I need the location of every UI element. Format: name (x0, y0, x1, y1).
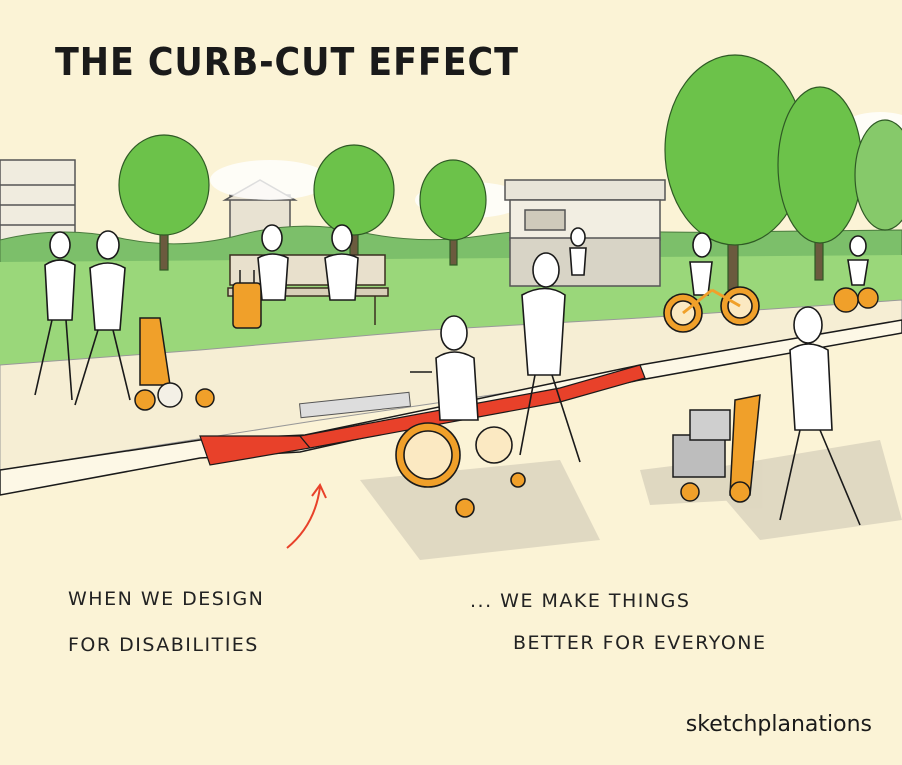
arrow-icon (287, 485, 326, 548)
caption-right-line2: BETTER FOR EVERYONE (513, 632, 767, 654)
brand-signature: sketchplanations (685, 712, 872, 737)
caption-left-line2: FOR DISABILITIES (68, 634, 259, 656)
page-title: THE CURB-CUT EFFECT (55, 40, 519, 84)
caption-right-line1: ... WE MAKE THINGS (470, 590, 691, 612)
caption-left-line1: WHEN WE DESIGN (68, 588, 265, 610)
